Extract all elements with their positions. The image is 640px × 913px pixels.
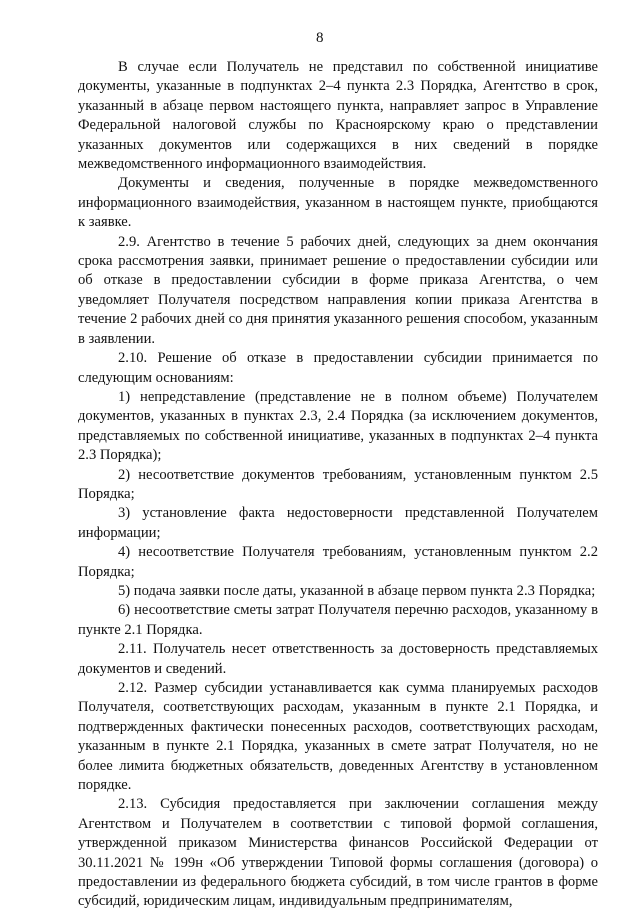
list-item-ground-1: 1) непредставление (представление не в полном объеме) Получателем документов, указанных в пунктах 2.3, 2.4 Порядка (за исключением документов, представляемых по собственной инициативе, указанных в подпунктах 2–4 пункта 2.3 Порядка); [78, 388, 598, 464]
list-item-ground-2: 2) несоответствие документов требованиям, установленным пунктом 2.5 Порядка; [78, 466, 598, 502]
paragraph-2-12: 2.12. Размер субсидии устанавливается как сумма планируемых расходов Получателя, соответствующих расходам, указанным в пункте 2.1 Порядка, и подтвержденных фактически понесенных расходов, соответствующих расходам, указанным в пункте 2.1 Порядка, указанных в смете затрат Получателя, но не более лимита бюджетных обязательств, доведенных Агентству в установленном порядке. [78, 680, 598, 794]
document-body [78, 58, 598, 912]
list-item-ground-5: 5) подача заявки после даты, указанной в абзаце первом пункта 2.3 Порядка; [118, 582, 596, 599]
page-number: 8 [316, 30, 324, 46]
list-item-ground-4: 4) несоответствие Получателя требованиям, установленным пунктом 2.2 Порядка; [78, 544, 598, 580]
paragraph-request-to-tax-service: В случае если Получатель не представил по собственной инициативе документы, указанные в подпунктах 2–4 пункта 2.3 Порядка, Агентство в срок, указанный в абзаце первом настоящего пункта, направляет запрос в Управление Федеральной налоговой службы по Красноярскому краю о представлении указанных документов или содержащихся в них сведений в порядке межведомственного информационного взаимодействия. [78, 59, 598, 173]
list-item-ground-3: 3) установление факта недостоверности представленной Получателем информации; [78, 505, 598, 541]
paragraph-2-9: 2.9. Агентство в течение 5 рабочих дней, следующих за днем окончания срока рассмотрения заявки, принимает решение о предоставлении субсидии или об отказе в предоставлении субсидии в форме приказа Агентства, о чем уведомляет Получателя посредством направления копии приказа Агентства в течение 2 рабочих дней со дня принятия указанного решения способом, указанным в заявлении. [78, 233, 598, 347]
paragraph-2-10: 2.10. Решение об отказе в предоставлении субсидии принимается по следующим основаниям: [78, 350, 598, 386]
paragraph-documents-attached: Документы и сведения, полученные в порядке межведомственного информационного взаимодействия, указанном в настоящем пункте, приобщаются к заявке. [78, 175, 598, 231]
paragraph-2-13: 2.13. Субсидия предоставляется при заключении соглашения между Агентством и Получателем в соответствии с типовой формой соглашения, утвержденной приказом Министерства финансов Российской Федерации от 30.11.2021 № 199н «Об утверждении Типовой формы соглашения (договора) о предоставлении из федерального бюджета субсидий, в том числе грантов в форме субсидий, юридическим лицам, индивидуальным предпринимателям, [78, 796, 598, 910]
list-item-ground-6: 6) несоответствие сметы затрат Получателя перечню расходов, указанному в пункте 2.1 Порядка. [78, 602, 598, 638]
paragraph-2-11: 2.11. Получатель несет ответственность за достоверность представляемых документов и сведений. [78, 641, 598, 677]
